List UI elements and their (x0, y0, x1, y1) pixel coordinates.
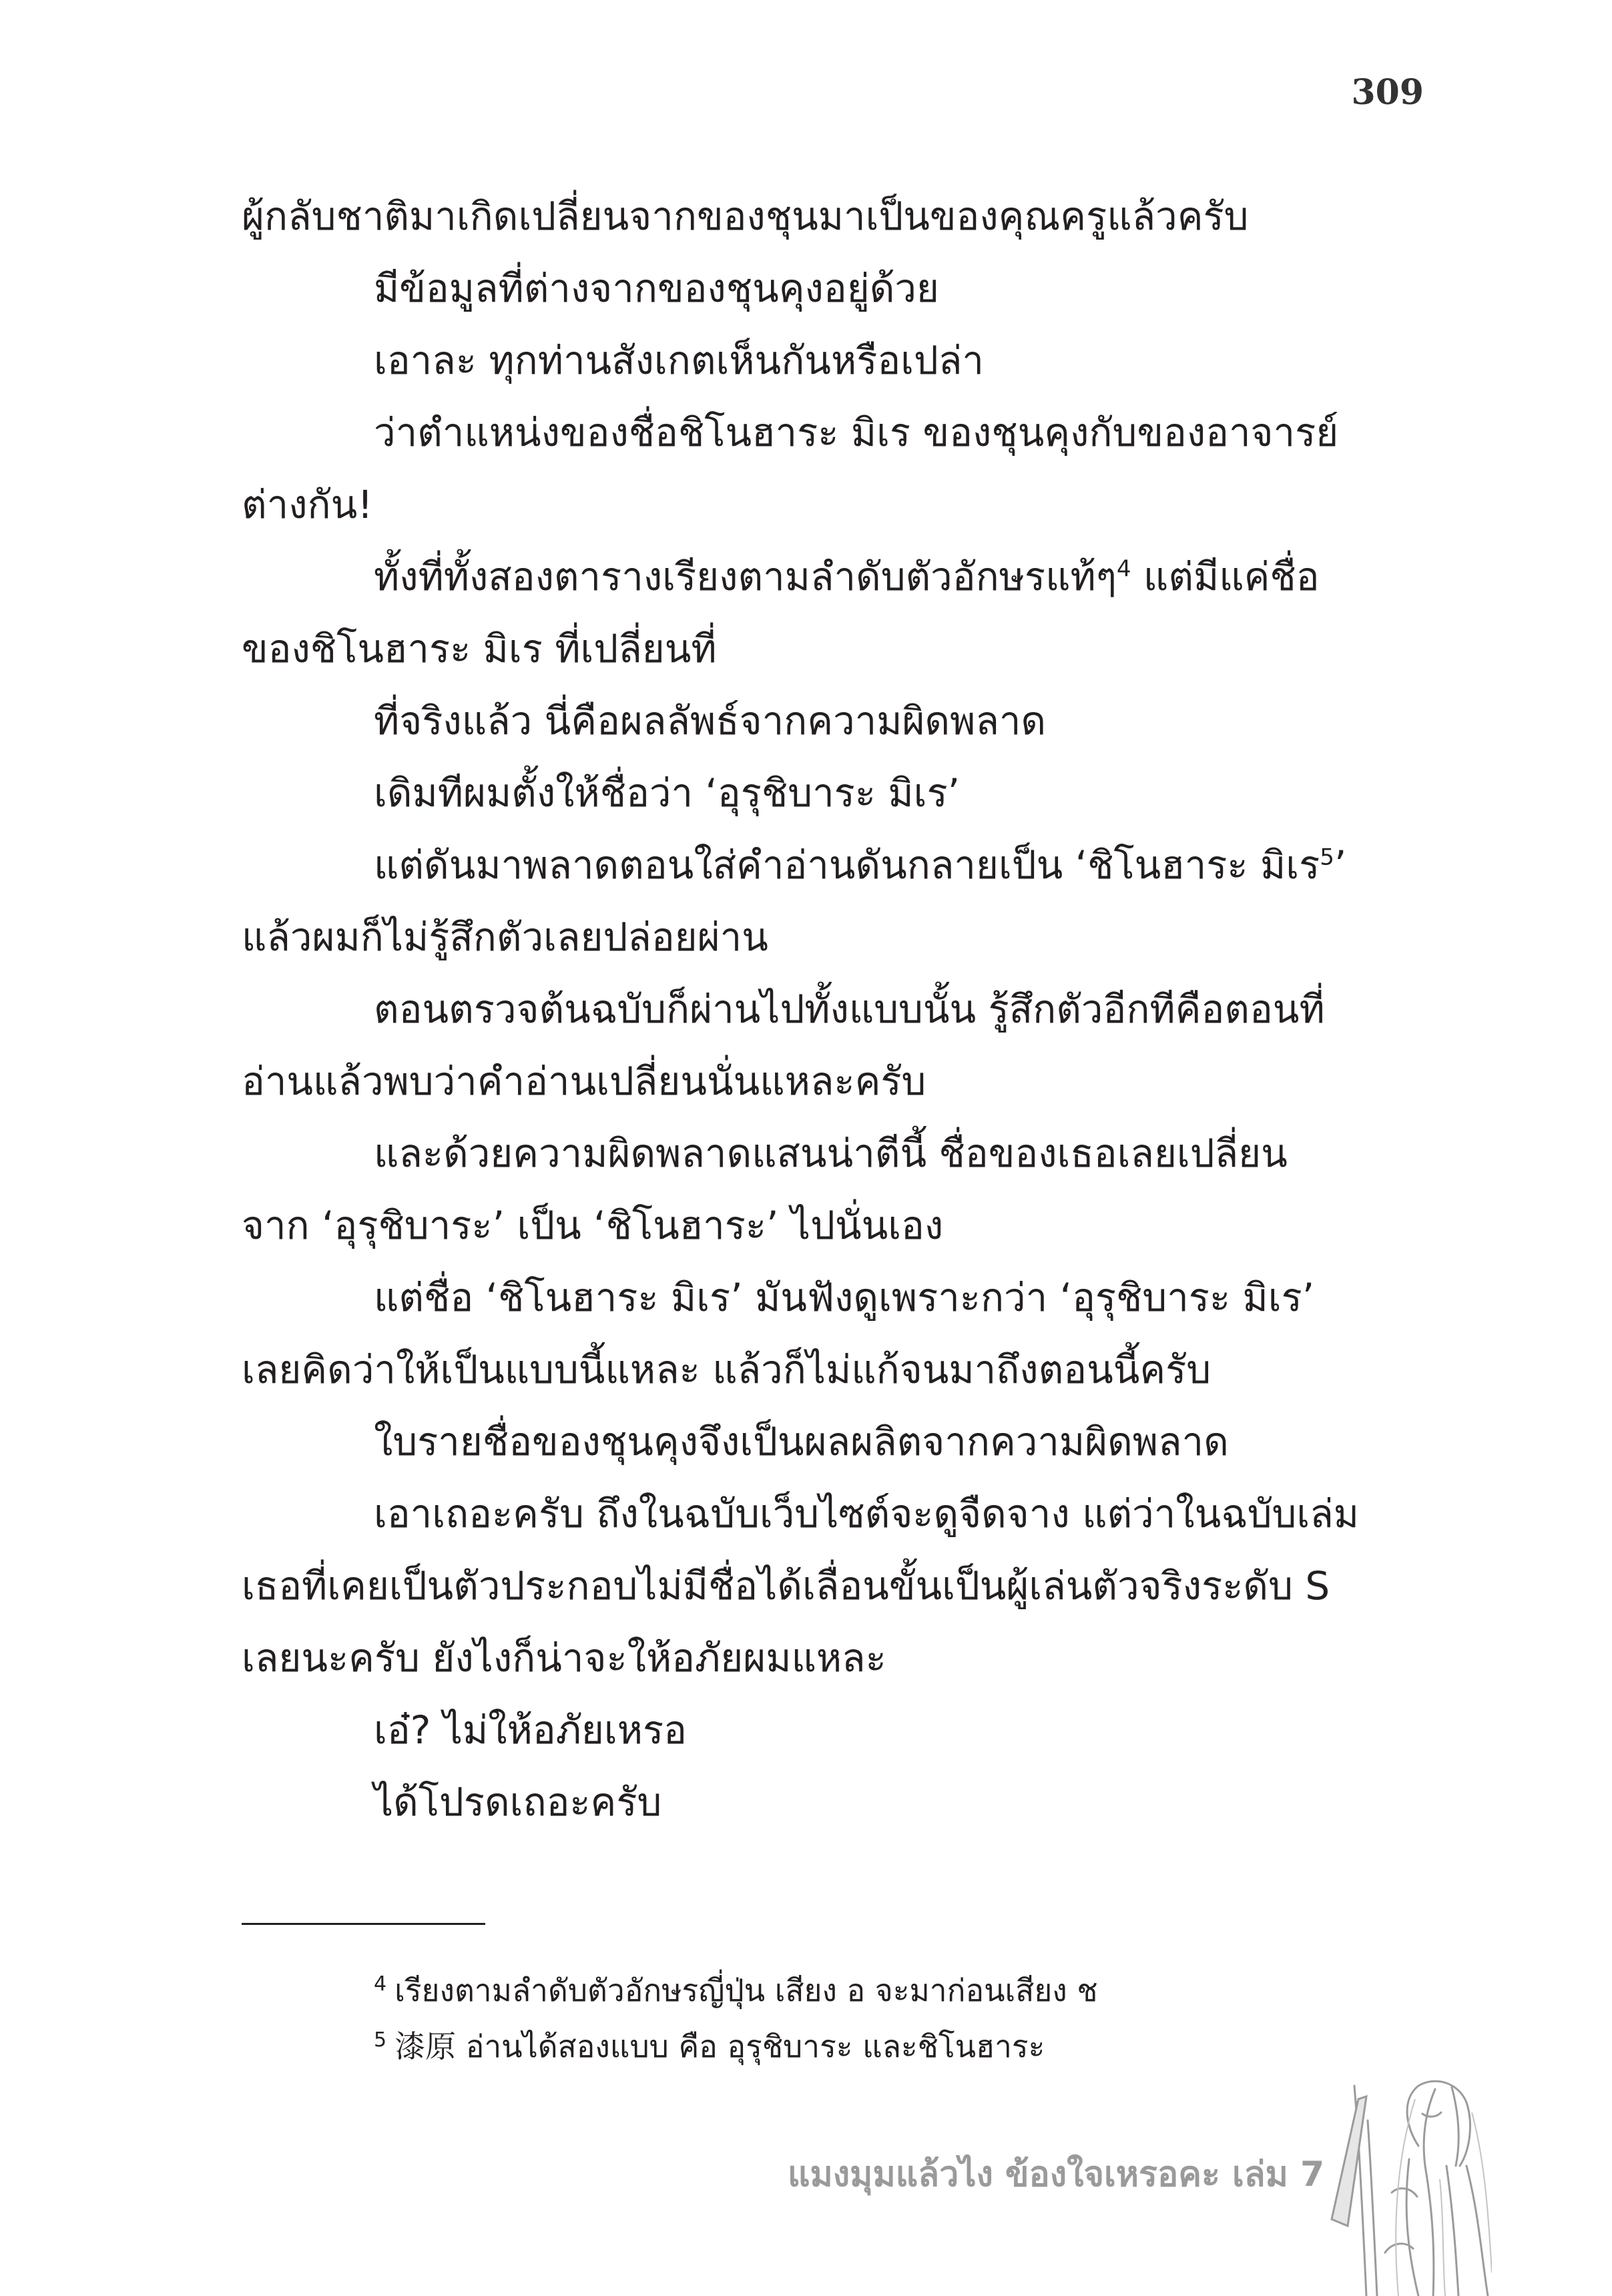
footnotes (374, 1962, 1098, 2074)
text-line: จาก ‘อุรุชิบาระ’ เป็น ‘ชิโนฮาระ’ ไปนั่นเอง (242, 1203, 944, 1248)
page-number: 309 (1351, 72, 1424, 113)
text-line: เอาละ ทุกท่านสังเกตเห็นกันหรือเปล่า (374, 338, 984, 383)
footnote-divider (242, 1923, 485, 1925)
text-line: ผู้กลับชาติมาเกิดเปลี่ยนจากของชุนมาเป็นของคุณครูแล้วครับ (242, 194, 1249, 239)
text-line: เดิมทีผมตั้งให้ชื่อว่า ‘อุรุชิบาระ มิเร’ (374, 770, 961, 816)
character-illustration (1292, 2072, 1492, 2296)
text-line: มีข้อมูลที่ต่างจากของชุนคุงอยู่ด้วย (374, 266, 939, 311)
text-line: ที่จริงแล้ว นี่คือผลลัพธ์จากความผิดพลาด (374, 698, 1047, 744)
footnote-number: 5 (374, 2028, 387, 2052)
text-line: เลยนะครับ ยังไงก็น่าจะให้อภัยผมแหละ (242, 1635, 886, 1681)
footnote-text: 漆原 อ่านได้สองแบบ คือ อุรุชิบาระ และชิโนฮาระ (394, 2028, 1045, 2064)
running-footer-title: แมงมุมแล้วไง ข้องใจเหรอคะ เล่ม 7 (788, 2155, 1325, 2195)
text-line: เธอที่เคยเป็นตัวประกอบไม่มีชื่อได้เลื่อนขั้นเป็นผู้เล่นตัวจริงระดับ S (242, 1563, 1330, 1609)
text-line: ได้โปรดเถอะครับ (374, 1779, 662, 1825)
text-line: ของชิโนฮาระ มิเร ที่เปลี่ยนที่ (242, 626, 717, 671)
footnote-ref[interactable]: 5 (1320, 844, 1334, 871)
text-line: เลยคิดว่าให้เป็นแบบนี้แหละ แล้วก็ไม่แก้จนมาถึงตอนนี้ครับ (242, 1347, 1212, 1392)
text-line: ตอนตรวจต้นฉบับก็ผ่านไปทั้งแบบนั้น รู้สึกตัวอีกทีคือตอนที่ (374, 986, 1325, 1032)
footnote-number: 4 (374, 1972, 387, 1996)
text-line: ว่าตำแหน่งของชื่อชิโนฮาระ มิเร ของชุนคุงกับของอาจารย์ (374, 410, 1339, 455)
text-line: แต่ชื่อ ‘ชิโนฮาระ มิเร’ มันฟังดูเพราะกว่า ‘อุรุชิบาระ มิเร’ (374, 1275, 1315, 1320)
footnote (374, 1962, 1098, 2018)
text-line: ต่างกัน! (242, 482, 373, 527)
text-line: ทั้งที่ทั้งสองตารางเรียงตามลำดับตัวอักษรแท้ๆ$^4$ แต่มีแค่ชื่อ (374, 554, 1320, 599)
text-line: ใบรายชื่อของชุนคุงจึงเป็นผลผลิตจากความผิดพลาด (374, 1419, 1229, 1464)
text-line: แต่ดันมาพลาดตอนใส่คำอ่านดันกลายเป็น ‘ชิโนฮาระ มิเร$^5$’ (374, 842, 1347, 888)
footnote-ref[interactable]: 4 (1116, 555, 1131, 583)
text-line: แล้วผมก็ไม่รู้สึกตัวเลยปล่อยผ่าน (242, 914, 768, 960)
body-text (242, 180, 1418, 1838)
text-line: เอ๋? ไม่ให้อภัยเหรอ (374, 1707, 687, 1753)
text-line: และด้วยความผิดพลาดแสนน่าตีนี้ ชื่อของเธอเลยเปลี่ยน (374, 1131, 1288, 1176)
text-line: เอาเถอะครับ ถึงในฉบับเว็บไซต์จะดูจืดจาง แต่ว่าในฉบับเล่ม (374, 1491, 1359, 1536)
footnote (374, 2018, 1098, 2074)
text-line: อ่านแล้วพบว่าคำอ่านเปลี่ยนนั่นแหละครับ (242, 1059, 926, 1104)
footnote-text: เรียงตามลำดับตัวอักษรญี่ปุ่น เสียง อ จะมาก่อนเสียง ช (394, 1972, 1098, 2008)
